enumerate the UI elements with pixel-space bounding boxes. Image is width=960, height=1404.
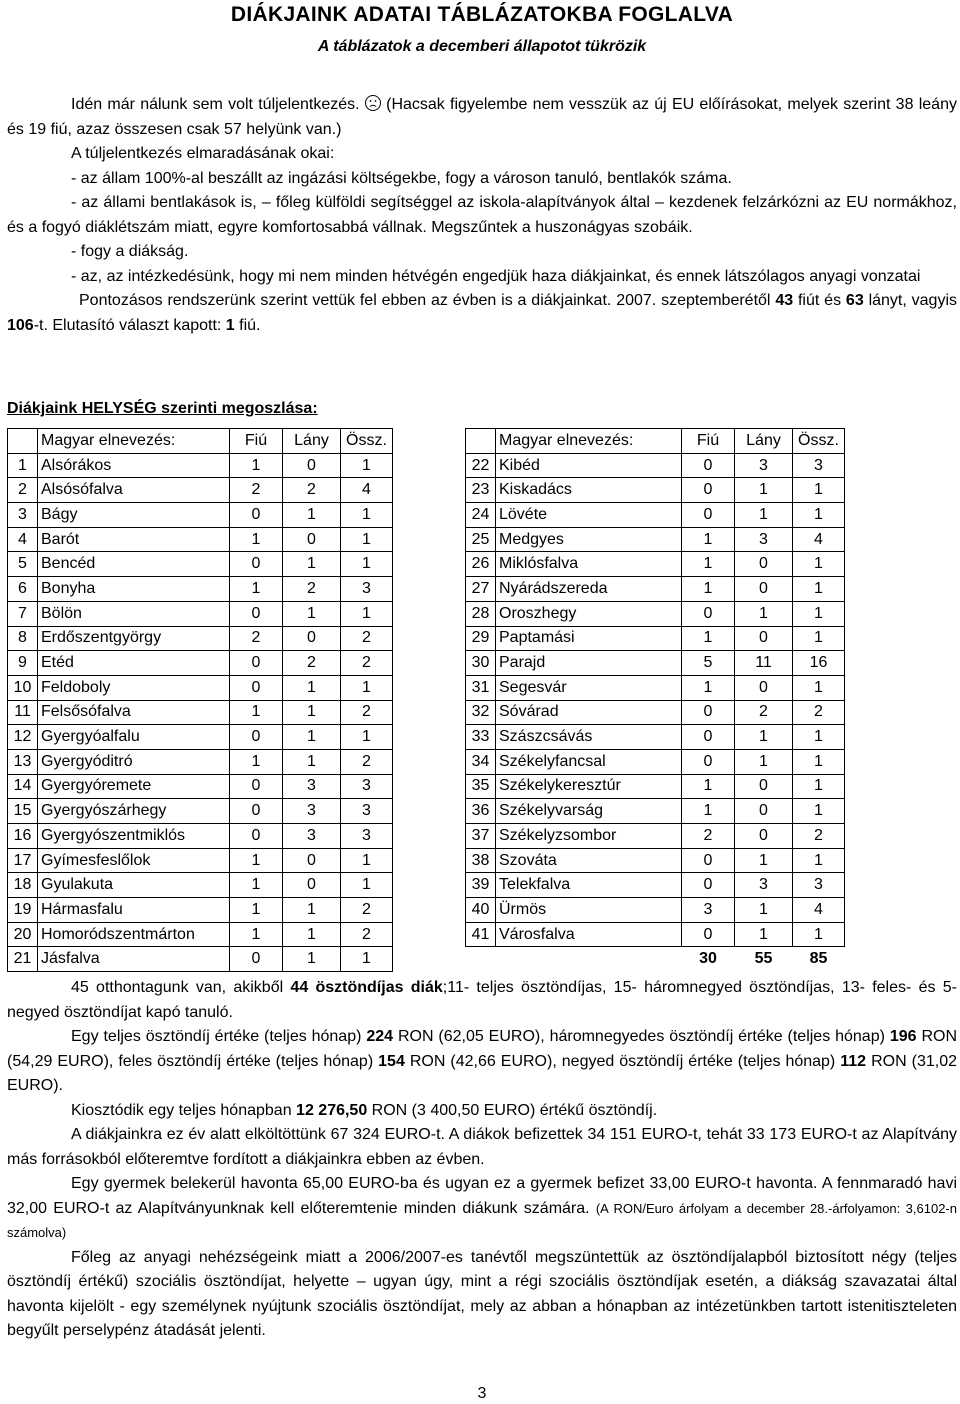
total-count: 1 xyxy=(793,675,845,700)
intro-paragraph-2: A túljelentkezés elmaradásának okai: xyxy=(71,145,335,162)
row-number: 8 xyxy=(8,626,38,651)
location-name: Gyulakuta xyxy=(38,873,230,898)
girl-count: 1 xyxy=(283,601,341,626)
table-row xyxy=(466,527,845,552)
table-row xyxy=(466,774,845,799)
girl-count: 2 xyxy=(283,651,341,676)
location-name: Nyárádszereda xyxy=(496,577,682,602)
total-count: 16 xyxy=(793,651,845,676)
boy-count: 2 xyxy=(230,626,283,651)
row-number: 17 xyxy=(8,848,38,873)
boy-count: 0 xyxy=(230,503,283,528)
location-name: Kiskadács xyxy=(496,478,682,503)
row-number: 34 xyxy=(466,749,496,774)
row-number: 27 xyxy=(466,577,496,602)
row-number: 10 xyxy=(8,675,38,700)
table-row xyxy=(8,774,393,799)
total-count: 1 xyxy=(341,873,393,898)
total-count: 2 xyxy=(341,922,393,947)
row-number: 33 xyxy=(466,725,496,750)
location-name: Lövéte xyxy=(496,503,682,528)
boy-count: 0 xyxy=(682,700,735,725)
row-number: 21 xyxy=(8,947,38,972)
table-header-row xyxy=(8,429,393,454)
header-boy: Fiú xyxy=(230,429,283,454)
girl-count: 2 xyxy=(283,577,341,602)
girl-count: 1 xyxy=(735,503,793,528)
boy-count: 1 xyxy=(682,675,735,700)
row-number: 13 xyxy=(8,749,38,774)
exchange-rate-note: (A RON/Euro árfolyam a december 28.-árfolyamon: 3,6102-n számolva) xyxy=(7,1200,957,1240)
girl-count: 1 xyxy=(735,848,793,873)
total-count: 2 xyxy=(341,898,393,923)
girl-count: 1 xyxy=(283,922,341,947)
total-count: 3 xyxy=(341,577,393,602)
row-number: 26 xyxy=(466,552,496,577)
boy-count: 1 xyxy=(682,552,735,577)
intro-text xyxy=(7,93,957,338)
total-all: 85 xyxy=(809,950,828,968)
total-count: 3 xyxy=(793,453,845,478)
boy-count: 0 xyxy=(682,453,735,478)
table-row xyxy=(8,922,393,947)
row-number: 35 xyxy=(466,774,496,799)
location-name: Jásfalva xyxy=(38,947,230,972)
header-blank-cell xyxy=(8,429,38,454)
location-name: Ürmös xyxy=(496,898,682,923)
boy-count: 0 xyxy=(682,601,735,626)
table-row xyxy=(8,799,393,824)
girl-count: 0 xyxy=(735,552,793,577)
girl-count: 1 xyxy=(283,898,341,923)
boy-count: 5 xyxy=(682,651,735,676)
boy-count: 0 xyxy=(682,478,735,503)
location-name: Székelykeresztúr xyxy=(496,774,682,799)
boy-count: 1 xyxy=(230,527,283,552)
location-name: Paptamási xyxy=(496,626,682,651)
location-name: Székelyvarság xyxy=(496,799,682,824)
location-name: Bölön xyxy=(38,601,230,626)
frown-face-icon xyxy=(365,95,381,111)
location-name: Gyergyószárhegy xyxy=(38,799,230,824)
total-count: 1 xyxy=(793,774,845,799)
table-row xyxy=(466,848,845,873)
girl-count: 2 xyxy=(735,700,793,725)
row-number: 1 xyxy=(8,453,38,478)
total-count: 1 xyxy=(341,601,393,626)
table-row xyxy=(8,453,393,478)
location-name: Telekfalva xyxy=(496,873,682,898)
boy-count: 0 xyxy=(682,922,735,947)
total-count: 4 xyxy=(793,527,845,552)
body-paragraph-1: 45 otthontagunk van, akikből 44 ösztöndíjas diák;11- teljes ösztöndíjas, 15- háromnegyed ösztöndíjas, 13- feles- és 5- negyed ösztöndíjat kapó tanuló. xyxy=(7,979,957,1021)
row-number: 38 xyxy=(466,848,496,873)
location-name: Szászcsávás xyxy=(496,725,682,750)
girl-count: 1 xyxy=(735,749,793,774)
table-row xyxy=(466,577,845,602)
row-number: 15 xyxy=(8,799,38,824)
intro-paragraph-7: Pontozásos rendszerünk szerint vettük fel ebben az évben is a diákjainkat. 2007. szeptemberétől 43 fiút és 63 lányt, vagyis 106-t. Elutasító választ kapott: 1 fiú. xyxy=(7,292,958,334)
row-number: 20 xyxy=(8,922,38,947)
total-count: 1 xyxy=(341,848,393,873)
location-name: Barót xyxy=(38,527,230,552)
location-name: Székelyzsombor xyxy=(496,824,682,849)
location-name: Gyergyóditró xyxy=(38,749,230,774)
girl-count: 0 xyxy=(735,774,793,799)
row-number: 16 xyxy=(8,824,38,849)
table-row xyxy=(466,626,845,651)
row-number: 25 xyxy=(466,527,496,552)
table-row xyxy=(8,577,393,602)
total-girls: 55 xyxy=(754,950,773,968)
boy-count: 0 xyxy=(230,552,283,577)
location-name: Felsősófalva xyxy=(38,700,230,725)
intro-paragraph-6: - az, az intézkedésünk, hogy mi nem minden hétvégén engedjük haza diákjainkat, és ennek látszólagos anyagi vonzatai xyxy=(71,267,921,285)
location-name: Feldoboly xyxy=(38,675,230,700)
total-count: 1 xyxy=(341,552,393,577)
table-row xyxy=(8,749,393,774)
intro-paragraph-4: - az állami bentlakások is, – főleg külföldi segítséggel az iskola-alapítványok által – kezdenek felzárkózni az EU normákhoz, és a fogyó diáklétszám miatt, egyre komfortosabbá vállnak. Megszűntek a huszonágyas szobáik. xyxy=(7,194,957,236)
total-count: 1 xyxy=(793,626,845,651)
row-number: 31 xyxy=(466,675,496,700)
girl-count: 0 xyxy=(735,675,793,700)
total-count: 1 xyxy=(793,922,845,947)
total-count: 2 xyxy=(341,651,393,676)
row-number: 29 xyxy=(466,626,496,651)
boy-count: 1 xyxy=(682,527,735,552)
girl-count: 0 xyxy=(735,626,793,651)
table-row xyxy=(8,898,393,923)
location-name: Bágy xyxy=(38,503,230,528)
boy-count: 1 xyxy=(230,898,283,923)
girl-count: 1 xyxy=(283,700,341,725)
location-name: Alsórákos xyxy=(38,453,230,478)
table-row xyxy=(8,700,393,725)
girl-count: 0 xyxy=(283,527,341,552)
location-name: Oroszhegy xyxy=(496,601,682,626)
boy-count: 1 xyxy=(230,873,283,898)
girl-count: 1 xyxy=(283,503,341,528)
total-count: 4 xyxy=(341,478,393,503)
location-name: Miklósfalva xyxy=(496,552,682,577)
row-number: 37 xyxy=(466,824,496,849)
header-girl: Lány xyxy=(283,429,341,454)
total-count: 1 xyxy=(793,601,845,626)
header-girl: Lány xyxy=(735,429,793,454)
header-name: Magyar elnevezés: xyxy=(496,429,682,454)
location-name: Etéd xyxy=(38,651,230,676)
boy-count: 0 xyxy=(230,651,283,676)
table-row xyxy=(466,898,845,923)
row-number: 18 xyxy=(8,873,38,898)
girl-count: 0 xyxy=(283,873,341,898)
total-count: 2 xyxy=(341,749,393,774)
girl-count: 0 xyxy=(735,799,793,824)
body-paragraph-4: A diákjainkra ez év alatt elköltöttünk 67 324 EURO-t. A diákok befizettek 34 151 EURO-t, tehát 33 173 EURO-t az Alapítvány más forrásokból előteremtve fordított a diákjainkra ebben az évben. xyxy=(7,1126,957,1168)
girl-count: 3 xyxy=(283,824,341,849)
girl-count: 1 xyxy=(735,922,793,947)
boy-count: 0 xyxy=(230,947,283,972)
location-name: Homoródszentmárton xyxy=(38,922,230,947)
table-row xyxy=(8,947,393,972)
total-count: 3 xyxy=(341,824,393,849)
girl-count: 0 xyxy=(735,577,793,602)
total-count: 1 xyxy=(793,799,845,824)
header-blank-cell xyxy=(466,429,496,454)
total-count: 1 xyxy=(793,552,845,577)
table-row xyxy=(8,552,393,577)
boy-count: 1 xyxy=(230,577,283,602)
row-number: 12 xyxy=(8,725,38,750)
page-title: DIÁKJAINK ADATAI TÁBLÁZATOKBA FOGLALVA xyxy=(230,3,734,26)
girl-count: 1 xyxy=(283,552,341,577)
girl-count: 3 xyxy=(735,527,793,552)
header-name: Magyar elnevezés: xyxy=(38,429,230,454)
row-number: 11 xyxy=(8,700,38,725)
total-count: 1 xyxy=(341,503,393,528)
intro-paragraph-1: Idén már nálunk sem volt túljelentkezés. (Hacsak figyelembe nem vesszük az új EU előírásokat, melyek szerint 38 leány és 19 fiú, azaz összesen csak 57 helyünk van.) xyxy=(7,96,957,138)
girl-count: 1 xyxy=(283,675,341,700)
location-name: Segesvár xyxy=(496,675,682,700)
row-number: 14 xyxy=(8,774,38,799)
total-count: 2 xyxy=(793,824,845,849)
row-number: 23 xyxy=(466,478,496,503)
table-row xyxy=(8,824,393,849)
row-number: 6 xyxy=(8,577,38,602)
totals-row xyxy=(466,947,845,971)
total-count: 1 xyxy=(793,725,845,750)
header-total: Össz. xyxy=(793,429,845,454)
total-count: 2 xyxy=(341,700,393,725)
location-name: Bencéd xyxy=(38,552,230,577)
row-number: 22 xyxy=(466,453,496,478)
total-count: 1 xyxy=(793,577,845,602)
location-name: Hármasfalu xyxy=(38,898,230,923)
girl-count: 3 xyxy=(283,799,341,824)
body-paragraph-2: Egy teljes ösztöndíj értéke (teljes hónap) 224 RON (62,05 EURO), háromnegyedes ösztöndíj értéke (teljes hónap) 196 RON (54,29 EURO), feles ösztöndíj értéke (teljes hónap) 154 RON (42,66 EURO), negyed ösztöndíj értéke (teljes hónap) 112 RON (31,02 EURO). xyxy=(7,1028,958,1094)
table-row xyxy=(8,675,393,700)
location-name: Bonyha xyxy=(38,577,230,602)
page-subtitle: A táblázatok a decemberi állapotot tükrözik xyxy=(317,38,647,55)
table-row xyxy=(466,552,845,577)
total-count: 1 xyxy=(341,453,393,478)
total-count: 1 xyxy=(793,848,845,873)
boy-count: 1 xyxy=(230,700,283,725)
table-row xyxy=(466,700,845,725)
boy-count: 1 xyxy=(682,626,735,651)
table-row xyxy=(8,527,393,552)
scholarship-text xyxy=(7,976,957,1344)
boy-count: 1 xyxy=(682,799,735,824)
row-number: 32 xyxy=(466,700,496,725)
table-row xyxy=(8,601,393,626)
table-row xyxy=(8,626,393,651)
boy-count: 0 xyxy=(230,675,283,700)
total-boys: 30 xyxy=(699,950,717,968)
row-number: 41 xyxy=(466,922,496,947)
row-number: 7 xyxy=(8,601,38,626)
boy-count: 1 xyxy=(682,774,735,799)
table-row xyxy=(466,799,845,824)
boy-count: 0 xyxy=(230,774,283,799)
row-number: 40 xyxy=(466,898,496,923)
total-count: 1 xyxy=(341,675,393,700)
location-name: Városfalva xyxy=(496,922,682,947)
girl-count: 0 xyxy=(283,626,341,651)
boy-count: 3 xyxy=(682,898,735,923)
total-count: 1 xyxy=(793,749,845,774)
totals-blank xyxy=(496,947,682,971)
row-number: 19 xyxy=(8,898,38,923)
table-row xyxy=(466,453,845,478)
boy-count: 1 xyxy=(230,848,283,873)
girl-count: 11 xyxy=(735,651,793,676)
girl-count: 2 xyxy=(283,478,341,503)
location-name: Gyergyószentmiklós xyxy=(38,824,230,849)
row-number: 9 xyxy=(8,651,38,676)
table-row xyxy=(466,478,845,503)
table-row xyxy=(8,725,393,750)
total-count: 1 xyxy=(341,947,393,972)
table-row xyxy=(8,848,393,873)
row-number: 24 xyxy=(466,503,496,528)
boy-count: 0 xyxy=(230,799,283,824)
table-row xyxy=(8,873,393,898)
location-name: Alsósófalva xyxy=(38,478,230,503)
row-number: 28 xyxy=(466,601,496,626)
location-name: Szováta xyxy=(496,848,682,873)
table-row xyxy=(466,675,845,700)
girl-count: 1 xyxy=(735,725,793,750)
section-title: Diákjaink HELYSÉG szerinti megoszlása: xyxy=(7,400,318,417)
location-name: Gyergyóalfalu xyxy=(38,725,230,750)
boy-count: 2 xyxy=(682,824,735,849)
location-table-right xyxy=(465,428,845,971)
location-name: Gyímesfeslőlok xyxy=(38,848,230,873)
total-count: 3 xyxy=(341,774,393,799)
location-name: Székelyfancsal xyxy=(496,749,682,774)
location-name: Sóvárad xyxy=(496,700,682,725)
boy-count: 0 xyxy=(682,873,735,898)
girl-count: 1 xyxy=(283,947,341,972)
row-number: 39 xyxy=(466,873,496,898)
boy-count: 0 xyxy=(682,848,735,873)
intro-paragraph-5: - fogy a diákság. xyxy=(71,243,189,260)
boy-count: 0 xyxy=(230,725,283,750)
table-row xyxy=(466,503,845,528)
page-number: 3 xyxy=(477,1385,487,1402)
row-number: 5 xyxy=(8,552,38,577)
total-count: 3 xyxy=(793,873,845,898)
location-table-left xyxy=(7,428,393,972)
total-count: 2 xyxy=(341,626,393,651)
girl-count: 3 xyxy=(283,774,341,799)
boy-count: 1 xyxy=(682,577,735,602)
girl-count: 1 xyxy=(283,725,341,750)
boy-count: 1 xyxy=(230,453,283,478)
location-name: Gyergyóremete xyxy=(38,774,230,799)
body-paragraph-3: Kiosztódik egy teljes hónapban 12 276,50 RON (3 400,50 EURO) értékű ösztöndíj. xyxy=(71,1101,658,1119)
table-row xyxy=(466,824,845,849)
girl-count: 0 xyxy=(735,824,793,849)
boy-count: 0 xyxy=(682,503,735,528)
boy-count: 2 xyxy=(230,478,283,503)
girl-count: 3 xyxy=(735,453,793,478)
location-name: Erdőszentgyörgy xyxy=(38,626,230,651)
table-header-row xyxy=(466,429,845,454)
body-paragraph-6: Főleg az anyagi nehézségeink miatt a 2006/2007-es tanévtől megszüntettük az ösztöndíjalapból biztosított négy (teljes ösztöndíj értékű) szociális ösztöndíjat, helyette – ugyan úgy, mint a régi szociális ösztöndíjak esetén, a diákság szavazatai által havonta kijelölt - egy személynek nyújtunk szociális ösztöndíjat, mely az abban a hónapban az intézetünkben tartott istenitiszteleten begyűlt perselypénz átadását jelenti. xyxy=(7,1248,957,1339)
boy-count: 1 xyxy=(230,749,283,774)
table-row xyxy=(8,503,393,528)
boy-count: 0 xyxy=(230,824,283,849)
location-name: Medgyes xyxy=(496,527,682,552)
girl-count: 1 xyxy=(735,898,793,923)
girl-count: 0 xyxy=(283,848,341,873)
girl-count: 1 xyxy=(735,478,793,503)
table-row xyxy=(8,651,393,676)
location-name: Kibéd xyxy=(496,453,682,478)
total-count: 2 xyxy=(793,700,845,725)
table-row xyxy=(466,651,845,676)
girl-count: 1 xyxy=(735,601,793,626)
table-row xyxy=(8,478,393,503)
girl-count: 3 xyxy=(735,873,793,898)
table-row xyxy=(466,725,845,750)
table-row xyxy=(466,749,845,774)
location-name: Parajd xyxy=(496,651,682,676)
header-boy: Fiú xyxy=(682,429,735,454)
row-number: 2 xyxy=(8,478,38,503)
boy-count: 0 xyxy=(230,601,283,626)
table-row xyxy=(466,601,845,626)
boy-count: 0 xyxy=(682,749,735,774)
total-count: 1 xyxy=(341,527,393,552)
totals-blank xyxy=(466,947,496,971)
girl-count: 1 xyxy=(283,749,341,774)
total-count: 1 xyxy=(793,478,845,503)
total-count: 4 xyxy=(793,898,845,923)
row-number: 30 xyxy=(466,651,496,676)
table-row xyxy=(466,873,845,898)
total-count: 3 xyxy=(341,799,393,824)
row-number: 3 xyxy=(8,503,38,528)
girl-count: 0 xyxy=(283,453,341,478)
intro-paragraph-3: - az állam 100%-al beszállt az ingázási költségekbe, fogy a városon tanuló, bentlakók száma. xyxy=(71,169,732,187)
body-paragraph-5: Egy gyermek belekerül havonta 65,00 EURO-ba és ugyan ez a gyermek befizet 33,00 EURO-t havonta. A fennmaradó havi 32,00 EURO-t az Alapítványunknak kell előteremtenie minden diákunk számára. (A RON/Euro árfolyam a december 28.-árfolyamon: 3,6102-n számolva) xyxy=(7,1175,957,1240)
boy-count: 0 xyxy=(682,725,735,750)
header-total: Össz. xyxy=(341,429,393,454)
row-number: 36 xyxy=(466,799,496,824)
total-count: 1 xyxy=(341,725,393,750)
row-number: 4 xyxy=(8,527,38,552)
table-row xyxy=(466,922,845,947)
total-count: 1 xyxy=(793,503,845,528)
boy-count: 1 xyxy=(230,922,283,947)
